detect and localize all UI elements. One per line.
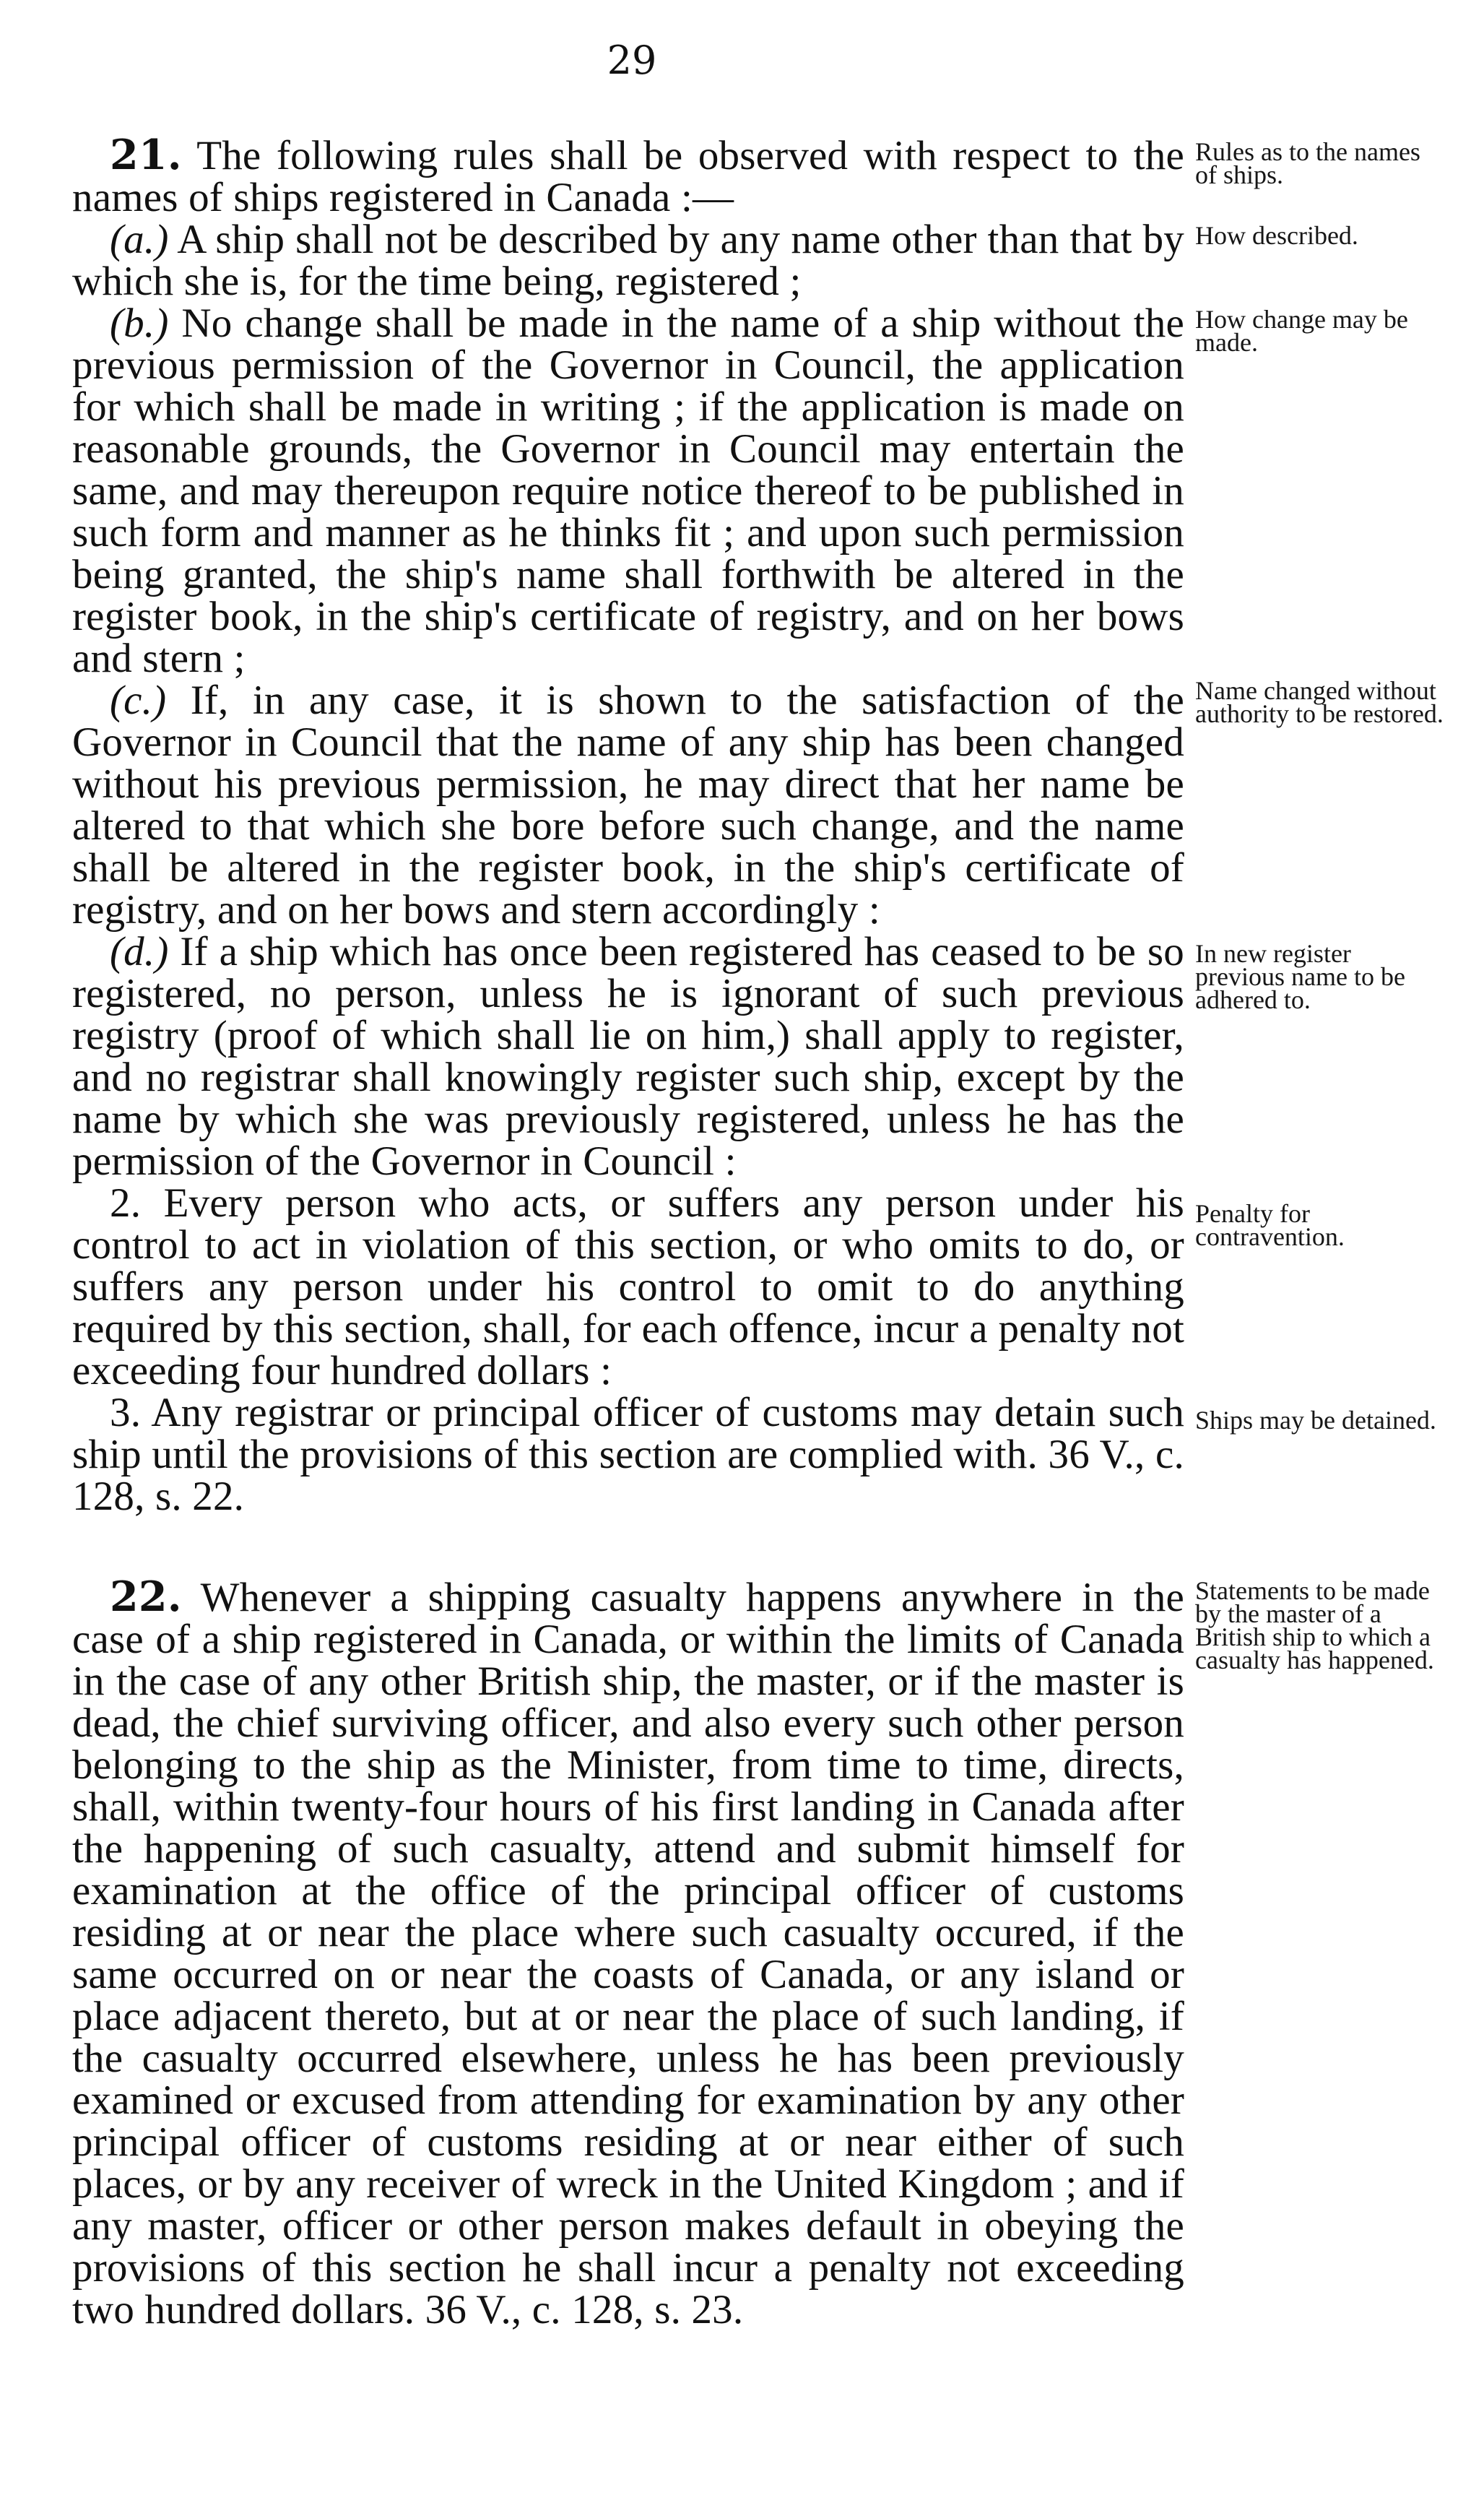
subsection-3: 3. Any registrar or principal officer of customs may detain such ship until the provisions of this section are complied with. 36 V., c. 128, s. 22. [72, 1390, 1184, 1519]
section-21-intro [72, 131, 1184, 220]
section-21-intro-text: The following rules shall be observed with respect to the names of ships registered in Canada :— [72, 133, 1184, 220]
section-number: 21. [110, 131, 182, 179]
subsection-2: 2. Every person who acts, or suffers any person under his control to act in violation of this section, or who omits to do, or suffers any person under his control to omit to do anything required by this section, shall, for each offence, incur a penalty not exceeding four hundred dollars : [72, 1180, 1184, 1393]
rule-d [72, 931, 1184, 1182]
rule-c [72, 680, 1184, 931]
rule-d-label: (d.) [110, 929, 169, 974]
rule-c-label: (c.) [110, 678, 167, 723]
section-22 [72, 1573, 1184, 2332]
margin-note-penalty: Penalty for contravention. [1195, 1199, 1345, 1251]
margin-note-detained: Ships may be detained. [1195, 1406, 1436, 1435]
margin-note-casualty: Statements to be made by the master of a British ship to which a casualty has happened. [1195, 1576, 1434, 1674]
rule-a [72, 219, 1184, 303]
rule-b-text: No change shall be made in the name of a ship without the previous permission of the Governor in Council, the application for which shall be made in writing ; if the application is made on reasonable grounds, the Governor in Council may entertain the same, and may thereupon require notice thereof to be published in such form and manner as he thinks fit ; and upon such permission being granted, the ship's name shall forthwith be altered in the register book, in the ship's certificate of registry, and on her bows and stern ; [72, 300, 1184, 681]
rule-a-text: A ship shall not be described by any name other than that by which she is, for the time being, registered ; [72, 217, 1184, 304]
section-22-text: Whenever a shipping casualty happens anywhere in the case of a ship registered in Canada, or within the limits of Canada in the case of any other British ship, the master, or if the master is dead, the chief surviving officer, and also every such other person belonging to the ship as the Minister, from time to time, directs, shall, within twenty-four hours of his first landing in Canada after the happening of such casualty, attend and submit himself for examination at the office of the principal officer of customs residing at or near the place where such casualty occured, if the same occurred on or near the coasts of Canada, or any island or place adjacent thereto, but at or near the place of such landing, if the casualty occurred elsewhere, unless he has been previously examined or excused from attending for examination by any other principal officer of customs residing at or near either of such places, or by any receiver of wreck in the United Kingdom ; and if any master, officer or other person makes default in obeying the provisions of this section he shall incur a penalty not exceeding two hundred dollars. 36 V., c. 128, s. 23. [72, 1575, 1184, 2332]
margin-note-names: Rules as to the names of ships. [1195, 137, 1420, 189]
rule-b-label: (b.) [110, 300, 169, 346]
rule-b [72, 300, 1184, 681]
section-21 [72, 131, 1184, 1519]
margin-note-previous: In new register previous name to be adhered to. [1195, 939, 1405, 1014]
section-22-paragraph [72, 1573, 1184, 2332]
rule-d-text: If a ship which has once been registered has ceased to be so registered, no person, unless he is ignorant of such previous registry (proof of which shall lie on him,) shall apply to register, and no registrar shall knowingly register such ship, except by the name by which she was previously registered, unless he has the permission of the Governor in Council : [72, 929, 1184, 1184]
rule-c-text: If, in any case, it is shown to the satisfaction of the Governor in Council that the name of any ship has been changed without his previous permission, he may direct that her name be altered to that which she bore before such change, and the name shall be altered in the register book, in the ship's certificate of registry, and on her bows and stern accordingly : [72, 678, 1184, 933]
margin-note-change: How change may be made. [1195, 305, 1408, 357]
section-number: 22. [110, 1573, 182, 1621]
margin-note-described: How described. [1195, 221, 1358, 250]
page-number: 29 [607, 38, 657, 83]
rule-a-label: (a.) [110, 217, 169, 262]
margin-note-restored: Name changed without authority to be restored. [1195, 676, 1444, 728]
